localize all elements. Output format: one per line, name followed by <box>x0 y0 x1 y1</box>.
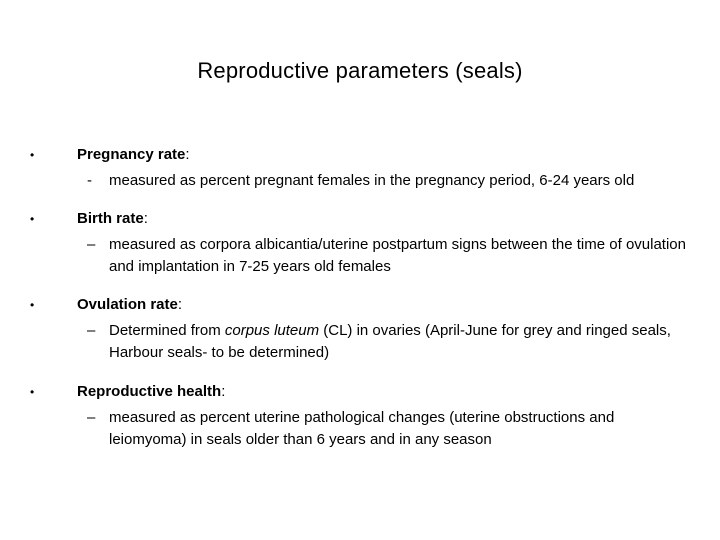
sub-bullet-text: measured as percent uterine pathological changes (uterine obstructions and leiomyoma) in seals older than 6 years and in any season <box>109 409 615 448</box>
bullet-marker: • <box>30 212 35 226</box>
bullet-marker: • <box>30 385 35 399</box>
heading-text: Reproductive health <box>77 383 222 400</box>
heading-text: Pregnancy rate <box>77 146 186 163</box>
bullet-marker: • <box>30 148 35 162</box>
bullet-heading <box>77 296 182 313</box>
sub-bullet-text: measured as corpora albicantia/uterine postpartum signs between the time of ovulation and implantation in 7-25 years old females <box>109 236 686 275</box>
heading-colon: : <box>185 146 190 163</box>
sub-bullet-marker: – <box>87 236 96 253</box>
slide-title: Reproductive parameters (seals) <box>197 58 523 83</box>
heading-colon: : <box>221 383 226 400</box>
heading-colon: : <box>143 210 148 227</box>
heading-text: Birth rate <box>77 210 144 227</box>
heading-text: Ovulation rate <box>77 296 178 313</box>
sub-text-post: (CL) in ovaries (April-June for grey and ringed seals, Harbour seals- to be determined) <box>109 322 671 361</box>
sub-bullet-marker: – <box>87 322 96 339</box>
sub-bullet-text: measured as percent pregnant females in the pregnancy period, 6-24 years old <box>109 172 635 189</box>
sub-text-pre: Determined from <box>109 322 225 339</box>
heading-colon: : <box>177 296 183 313</box>
sub-bullet-marker: – <box>87 409 96 426</box>
bullet-heading <box>77 146 190 163</box>
sub-bullet-text <box>109 320 694 364</box>
bullet-marker: • <box>30 298 35 312</box>
sub-text-italic: corpus luteum <box>224 322 320 339</box>
bullet-heading <box>77 210 148 227</box>
sub-bullet-marker: - <box>87 172 92 189</box>
bullet-heading <box>77 383 225 400</box>
